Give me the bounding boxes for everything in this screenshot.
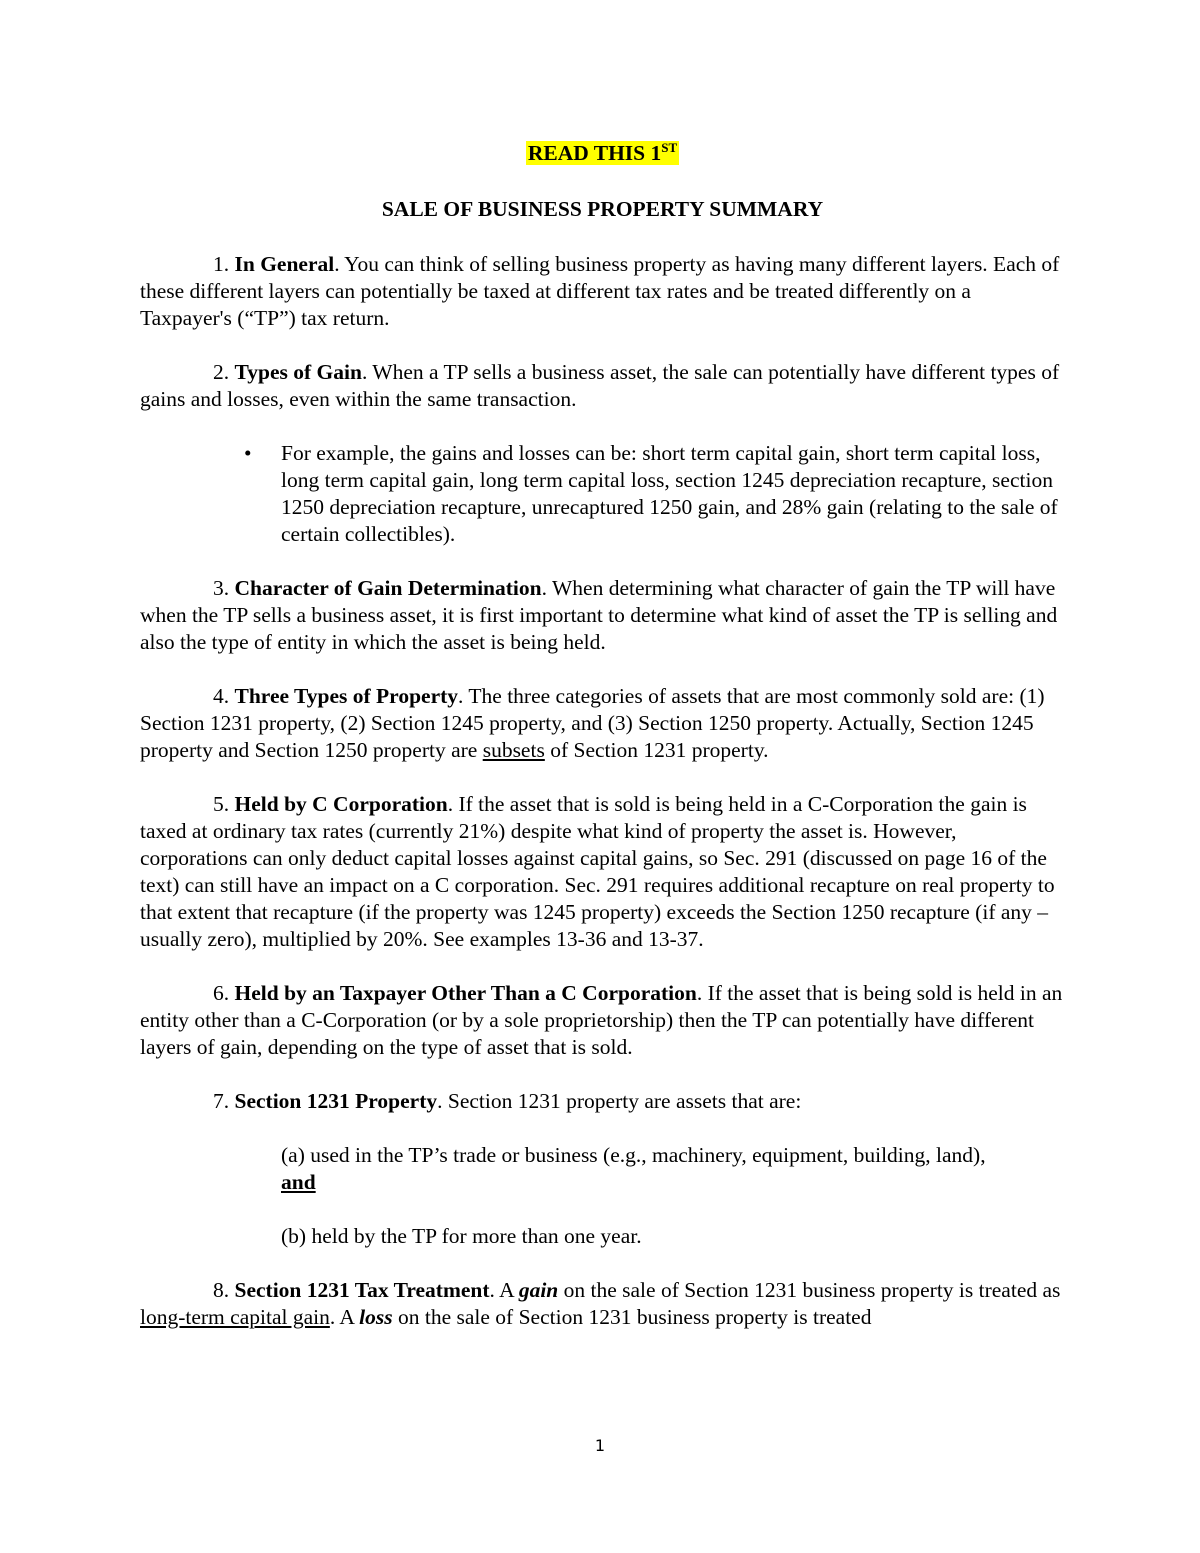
section-heading: Three Types of Property (234, 684, 459, 708)
section-text-end: of Section 1231 property. (544, 738, 769, 762)
section-heading: Section 1231 Property (234, 1089, 438, 1113)
section-text-3: . A (329, 1305, 360, 1329)
section-text-2: on the sale of Section 1231 business property is treated as (558, 1278, 1061, 1302)
section-text: . When determining what character of gain the TP will have when the TP sells a business asset, it is first important to determine what kind of asset the TP is selling and also the type of entity in which the asset is being held. (140, 576, 1058, 654)
section-heading: Section 1231 Tax Treatment (234, 1278, 490, 1302)
section-4 (140, 683, 1065, 764)
sub-item-a (281, 1142, 1065, 1196)
section-heading: Character of Gain Determination (234, 576, 542, 600)
bullet-text: For example, the gains and losses can be: short term capital gain, short term capital loss, long term capital gain, long term capital loss, section 1245 depreciation recapture, section 1250 depreciation recapture, unrecaptured 1250 gain, and 28% gain (relating to the sale of certain collectibles). (281, 441, 1058, 546)
section-number: 6. (213, 981, 230, 1005)
section-3 (140, 575, 1065, 656)
section-number: 8. (213, 1278, 230, 1302)
section-text: . When a TP sells a business asset, the sale can potentially have different types of gains and losses, even within the same transaction. (140, 360, 1060, 411)
section-heading: Held by an Taxpayer Other Than a C Corporation (234, 981, 697, 1005)
section-heading: In General (234, 252, 335, 276)
section-text-4: on the sale of Section 1231 business property is treated (392, 1305, 872, 1329)
highlighted-title (526, 141, 679, 165)
section-5 (140, 791, 1065, 953)
section-number: 7. (213, 1089, 230, 1113)
read-this-first-title (140, 140, 1065, 167)
gain-emphasis: gain (518, 1278, 559, 1302)
section-number: 3. (213, 576, 230, 600)
ltcg-underlined: long-term capital gain (140, 1305, 330, 1329)
document-subtitle: SALE OF BUSINESS PROPERTY SUMMARY (381, 197, 824, 221)
section-heading: Types of Gain (234, 360, 362, 384)
section-heading: Held by C Corporation (234, 792, 448, 816)
title-text: READ THIS 1 (527, 141, 662, 165)
section-number: 2. (213, 360, 230, 384)
bullet-icon: • (244, 441, 252, 465)
page-number: 1 (594, 1436, 606, 1455)
and-conjunction: and (281, 1170, 316, 1194)
section-number: 4. (213, 684, 230, 708)
section-number: 1. (213, 252, 230, 276)
sub-item-a-text: (a) used in the TP’s trade or business (e.g., machinery, equipment, building, land), (281, 1143, 986, 1167)
sub-item-b: (b) held by the TP for more than one year. (281, 1224, 642, 1248)
section-2 (140, 359, 1065, 413)
document-body (140, 140, 1065, 1331)
section-text: . Section 1231 property are assets that are: (437, 1089, 802, 1113)
section-8 (140, 1277, 1065, 1331)
section-text: . If the asset that is sold is being held in a C-Corporation the gain is taxed at ordinary tax rates (currently 21%) despite what kind of property the asset is. However, corporations can only deduct capital losses against capital gains, so Sec. 291 (discussed on page 16 of the text) can still have an impact on a C corporation. Sec. 291 requires additional recapture on real property to that extent that recapture (if the property was 1245 property) exceeds the Section 1250 recapture (if any – usually zero), multiplied by 20%. See examples 13-36 and 13-37. (140, 792, 1055, 951)
loss-emphasis: loss (359, 1305, 393, 1329)
section-text: . If the asset that is being sold is held in an entity other than a C-Corporation (or by a sole proprietorship) then the TP can potentially have different layers of gain, depending on the type of asset that is sold. (140, 981, 1063, 1059)
title-superscript: ST (661, 139, 678, 155)
section-1 (140, 251, 1065, 332)
bullet-item (244, 440, 1065, 548)
section-number: 5. (213, 792, 230, 816)
section-6 (140, 980, 1065, 1061)
section-text: . You can think of selling business property as having many different layers. Each of these different layers can potentially be taxed at different tax rates and be treated differently on a Taxpayer's (“TP”) tax return. (140, 252, 1060, 330)
underlined-text: subsets (482, 738, 545, 762)
section-text: . The three categories of assets that are most commonly sold are: (1) Section 1231 property, (2) Section 1245 property, and (3) Section 1250 property. Actually, Section 1245 property and Section 1250 property are (140, 684, 1045, 762)
section-text: . A (489, 1278, 519, 1302)
section-7 (140, 1088, 1065, 1115)
